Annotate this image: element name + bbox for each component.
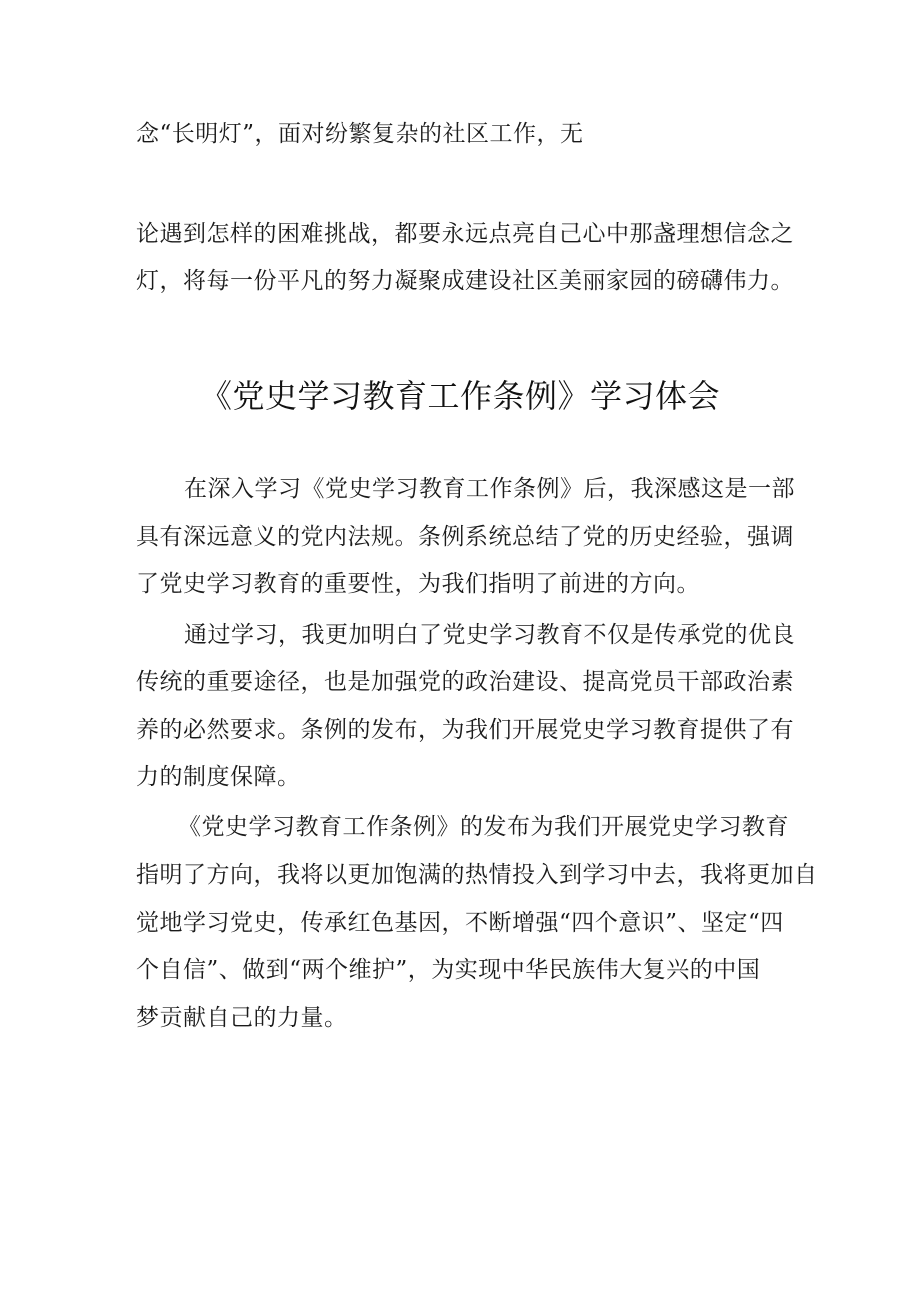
paragraph-line: 具有深远意义的党内法规。条例系统总结了党的历史经验，强调: [136, 524, 794, 550]
paragraph-line: 通过学习，我更加明白了党史学习教育不仅是传承党的优良: [184, 622, 795, 648]
paragraph-line: 传统的重要途径，也是加强党的政治建设、提高党员干部政治素: [136, 669, 794, 695]
fragment-line: 念“长明灯”，面对纷繁复杂的社区工作，无: [136, 121, 584, 147]
paragraph-line: 养的必然要求。条例的发布，为我们开展党史学习教育提供了有: [136, 717, 794, 743]
paragraph-line: 梦贡献自己的力量。: [136, 1005, 348, 1031]
fragment-line: 论遇到怎样的困难挑战，都要永远点亮自己心中那盏理想信念之: [136, 221, 794, 247]
fragment-line: 灯，将每一份平凡的努力凝聚成建设社区美丽家园的磅礴伟力。: [136, 268, 794, 294]
paragraph-line: 力的制度保障。: [136, 764, 301, 790]
article-title: 《党史学习教育工作条例》学习体会: [199, 377, 720, 415]
paragraph-line: 指明了方向，我将以更加饱满的热情投入到学习中去，我将更加自: [136, 862, 818, 888]
paragraph-line: 觉地学习党史，传承红色基因，不断增强“四个意识”、坚定“四: [136, 910, 784, 936]
paragraph-line: 了党史学习教育的重要性，为我们指明了前进的方向。: [136, 571, 700, 597]
paragraph-line: 《党史学习教育工作条例》的发布为我们开展党史学习教育: [178, 814, 789, 840]
paragraph-line: 在深入学习《党史学习教育工作条例》后，我深感这是一部: [184, 476, 795, 502]
paragraph-line: 个自信”、做到“两个维护”，为实现中华民族伟大复兴的中国: [136, 957, 761, 983]
